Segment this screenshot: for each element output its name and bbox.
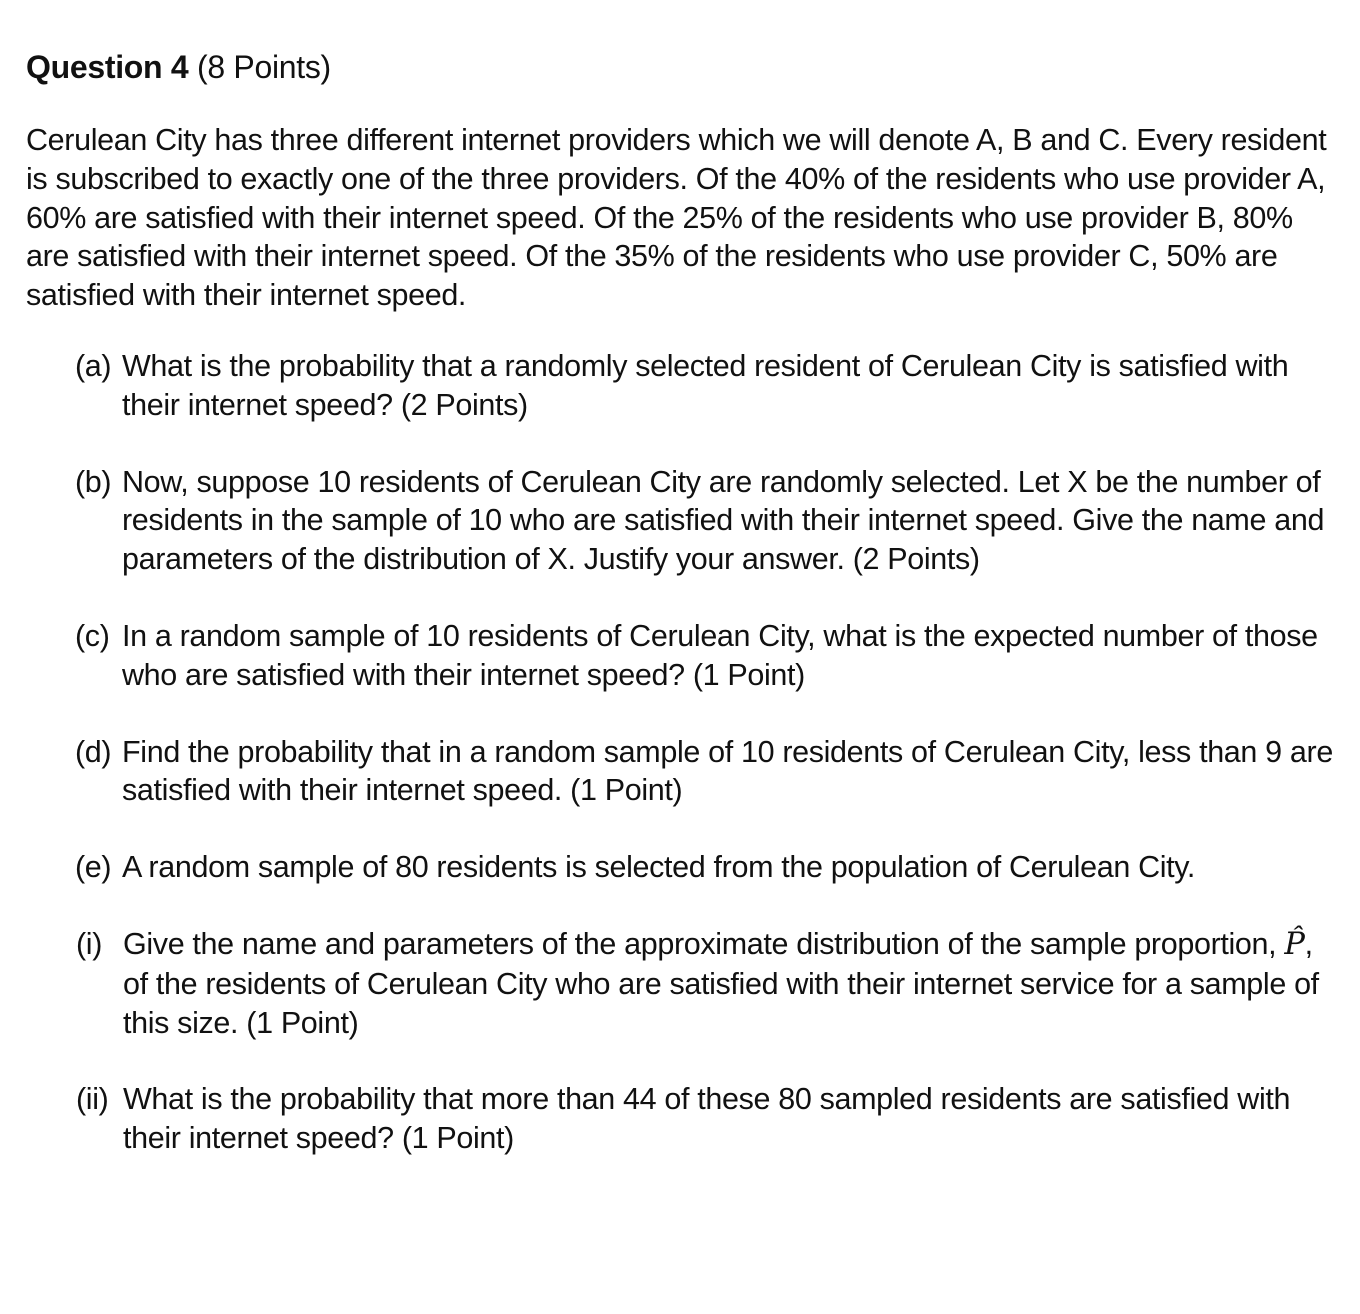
part-e-body — [122, 848, 1334, 887]
question-points: (8 Points) — [196, 49, 331, 85]
part-label: (e) — [75, 850, 112, 885]
question-parts — [26, 347, 1334, 887]
part-a — [75, 347, 1334, 425]
question-title — [26, 45, 1334, 89]
subpart-label: (i) — [76, 926, 103, 961]
part-b — [75, 463, 1334, 579]
part-d — [75, 733, 1334, 811]
part-text: Now, suppose 10 residents of Cerulean City are randomly selected. Let X be the number of residents in the sample of 10 who are satisfied with their internet speed. Give the name and parameters of the distribution of X. Justify your answer. (2 Points) — [122, 464, 1325, 577]
part-text: Find the probability that in a random sample of 10 residents of Cerulean City, less than 9 are satisfied with their internet speed. (1 Point) — [122, 734, 1333, 808]
part-label: (d) — [75, 734, 112, 769]
subpart-ii — [76, 1080, 1334, 1158]
part-c — [75, 617, 1334, 695]
part-e — [75, 848, 1334, 887]
question-number: Question 4 — [26, 49, 189, 85]
part-text: A random sample of 80 residents is selected from the population of Cerulean City. — [122, 850, 1196, 885]
subpart-text: What is the probability that more than 44 of these 80 sampled residents are satisfied with their internet speed? (1 Point) — [123, 1082, 1291, 1156]
subpart-i — [76, 925, 1334, 1042]
subpart-text-after: , of the residents of Cerulean City who are satisfied with their internet service for a sample of this size. (1 Point) — [123, 926, 1319, 1040]
part-label: (c) — [75, 618, 110, 653]
question-intro: Cerulean City has three different internet providers which we will denote A, B and C. Every resident is subscribed to exactly one of the three providers. Of the 40% of the residents who use provider A, 60% are satisfied with their internet speed. Of the 25% of the residents who use provider B, 80% are satisfied with their internet speed. Of the 35% of the residents who use provider C, 50% are satisfied with their internet speed. — [26, 123, 1327, 313]
part-text: What is the probability that a randomly selected resident of Cerulean City is satisfied with their internet speed? (2 Points) — [122, 348, 1289, 422]
part-e-subparts — [26, 925, 1334, 1158]
part-text: In a random sample of 10 residents of Cerulean City, what is the expected number of those who are satisfied with their internet speed? (1 Point) — [122, 618, 1318, 692]
part-label: (b) — [75, 464, 112, 499]
subpart-label: (ii) — [76, 1082, 109, 1117]
p-hat-symbol: P̂ — [1284, 926, 1305, 962]
subpart-text-before: Give the name and parameters of the approximate distribution of the sample proportion, — [123, 926, 1285, 961]
subpart-text — [123, 925, 1334, 1042]
part-label: (a) — [75, 348, 112, 383]
